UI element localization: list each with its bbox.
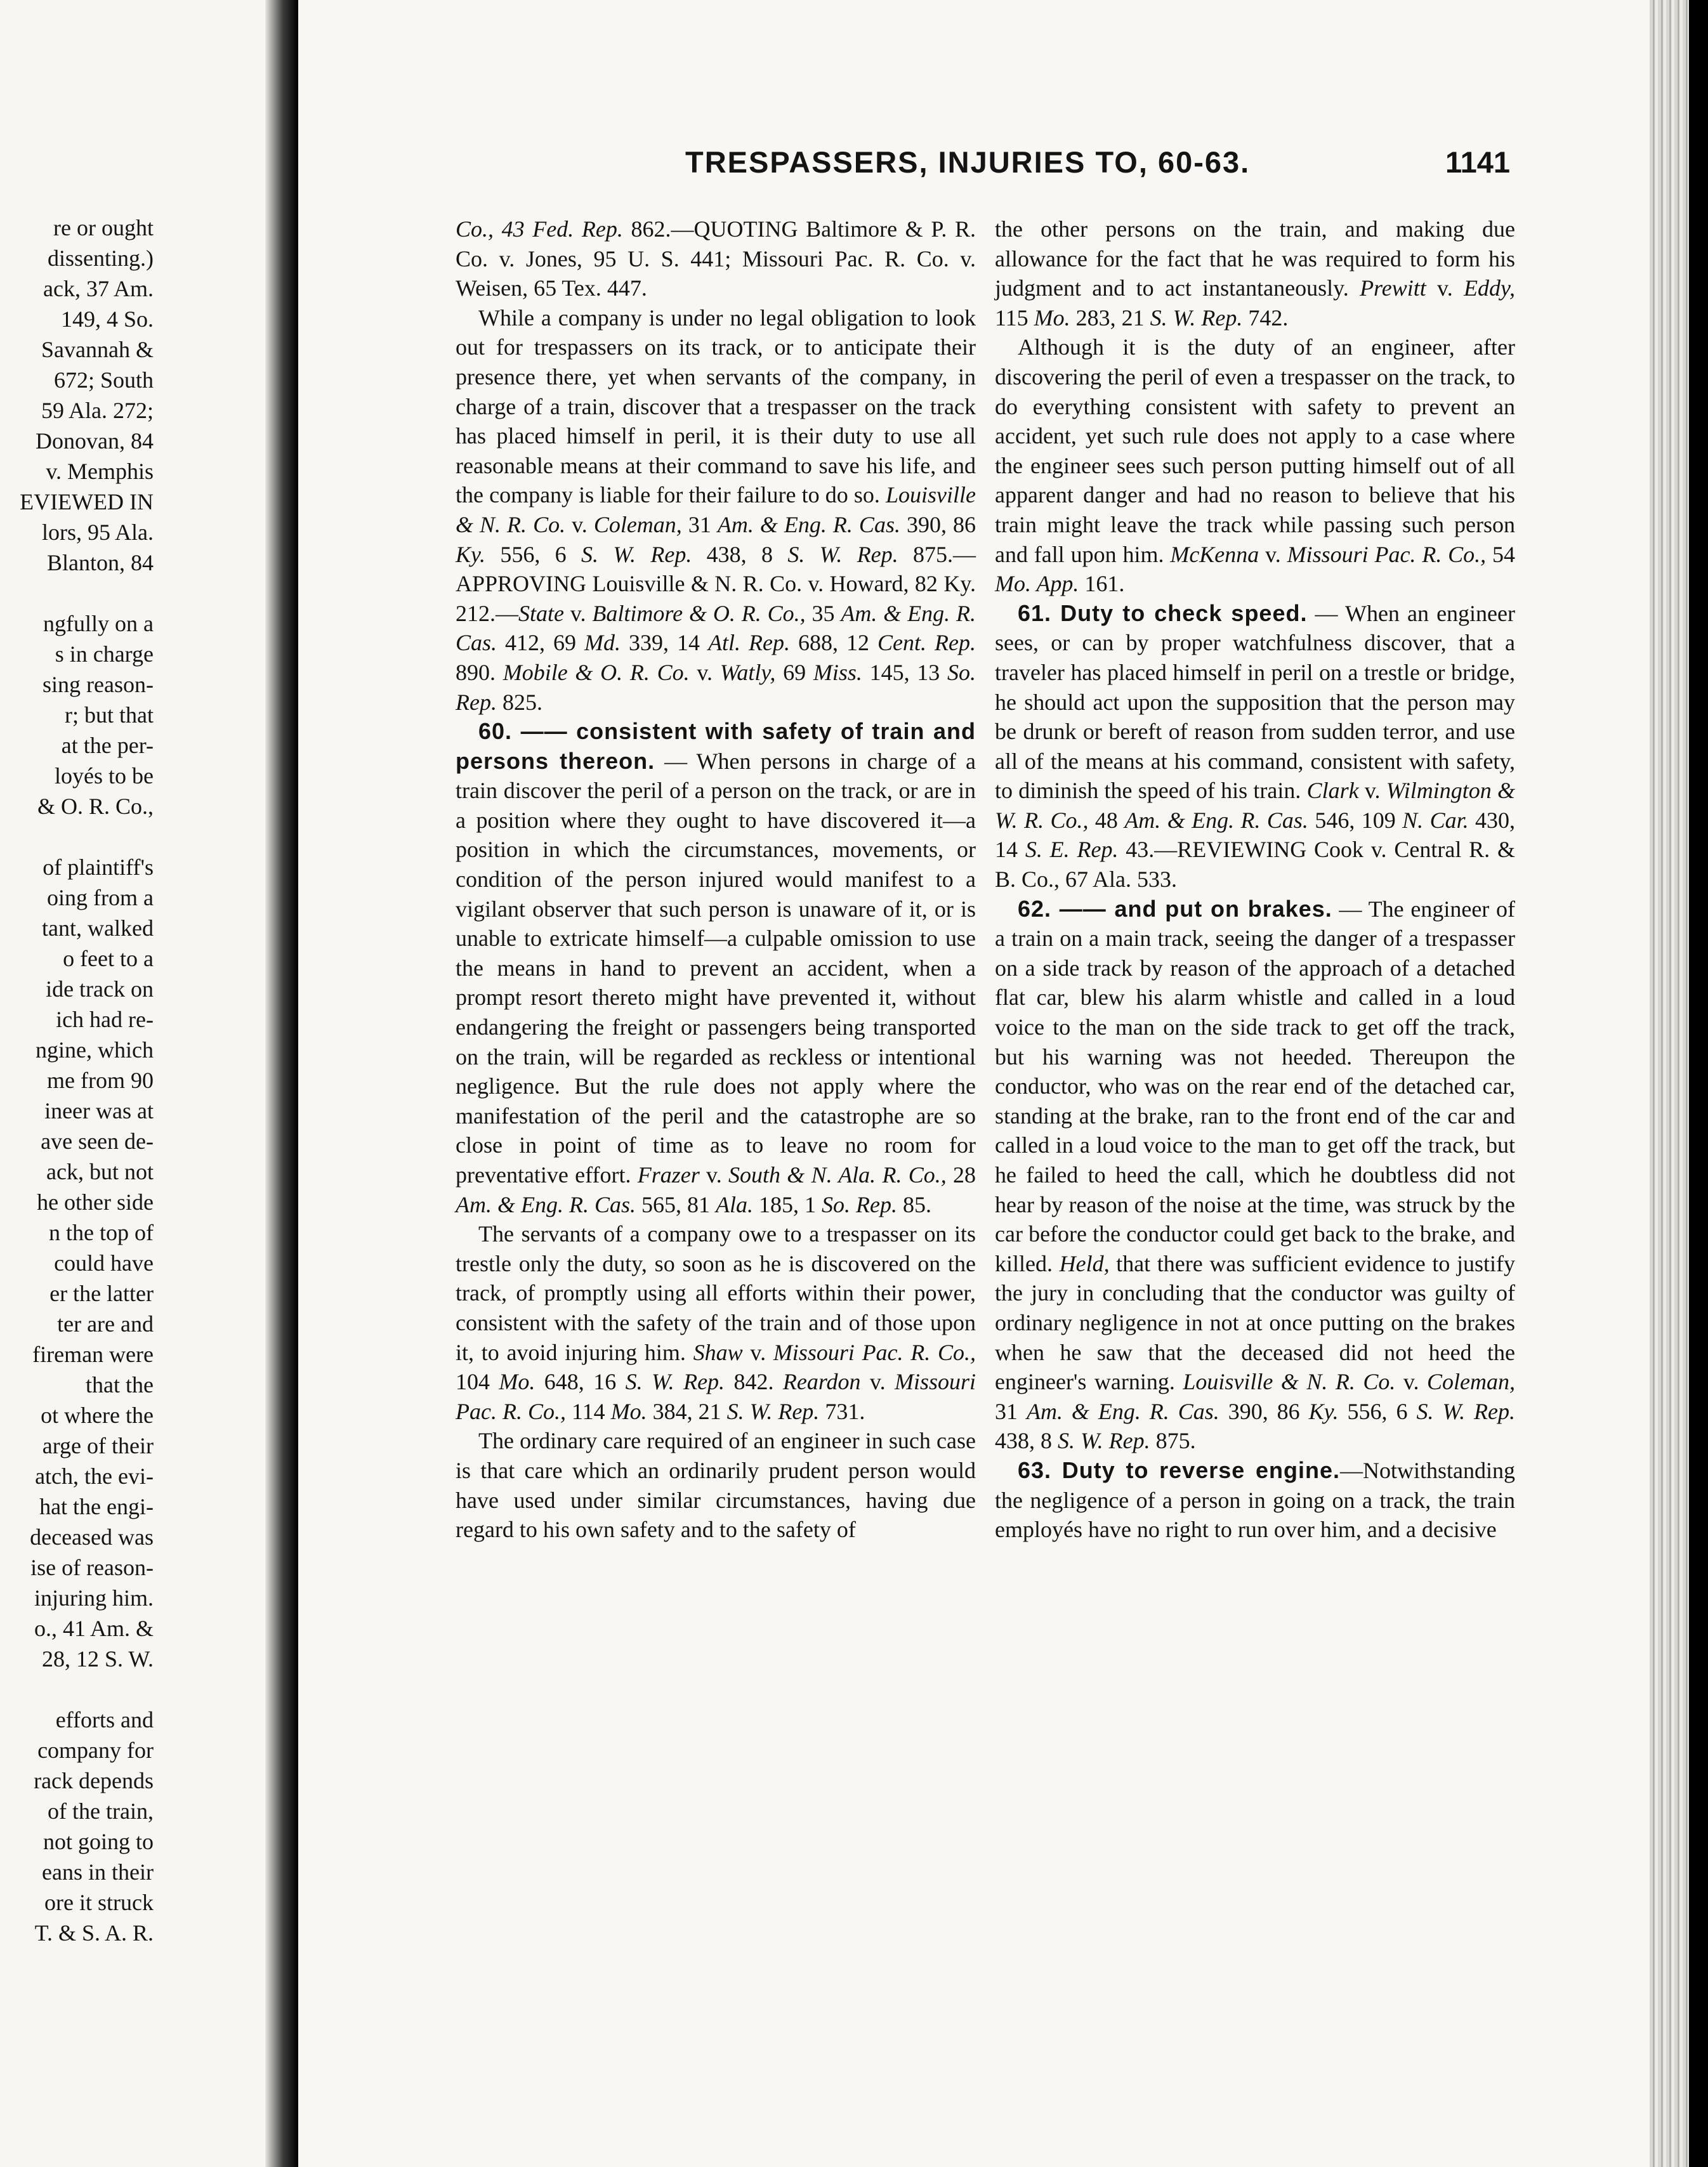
paragraph xyxy=(456,303,976,717)
scan-border xyxy=(1689,0,1708,2167)
text-run: 648, 16 xyxy=(544,1369,626,1395)
case-citation: S. E. Rep. xyxy=(1025,837,1126,863)
case-citation: Mo. App. xyxy=(995,571,1085,597)
facing-page-text-fragment xyxy=(0,213,159,1948)
fragment-line: dissenting.) xyxy=(48,246,154,271)
fragment-line: ngfully on a xyxy=(43,611,154,636)
case-citation: Coleman, xyxy=(1427,1369,1515,1395)
text-run: 546, 109 xyxy=(1315,807,1403,833)
text-run: v. xyxy=(570,600,593,626)
section-63 xyxy=(995,1456,1515,1545)
fragment-line: me from 90 xyxy=(47,1068,154,1093)
text-run: the other persons on the train, and making due allowance for the fact that he was required to form his judgment and to act instantaneously. xyxy=(995,216,1515,301)
text-run: 412, 69 xyxy=(505,630,585,656)
case-citation: Coleman, xyxy=(593,511,688,537)
text-run: v. xyxy=(1403,1369,1427,1395)
text-run: 390, 86 xyxy=(1228,1398,1309,1424)
text-run: 556, 6 xyxy=(1347,1398,1417,1424)
paragraph-continuation xyxy=(995,214,1515,332)
case-citation: Missouri Pac. R. Co., xyxy=(456,1369,976,1424)
fragment-line: o feet to a xyxy=(63,946,154,971)
case-citation: Am. & Eng. R. Cas. xyxy=(717,511,907,537)
case-citation: Am. & Eng. R. Cas. xyxy=(456,600,976,656)
text-run: 438, 8 xyxy=(995,1428,1058,1454)
text-run: The servants of a company owe to a trespasser on its trestle only the duty, so soon as he is discovered on the track, of promptly using all efforts within their power, consistent with the safety of the train and of those upon it, to avoid injuring him. xyxy=(456,1221,976,1365)
fragment-line: arge of their xyxy=(42,1433,154,1458)
case-citation: Ala. xyxy=(716,1191,759,1217)
fragment-line: ngine, which xyxy=(36,1037,154,1063)
case-citation: N. Car. xyxy=(1402,807,1476,833)
fragment-line: of plaintiff's xyxy=(43,854,154,880)
fragment-line: Savannah & xyxy=(41,337,154,362)
section-body xyxy=(995,601,1515,892)
case-citation: Atl. Rep. xyxy=(708,630,799,656)
text-run: Although it is the duty of an engineer, after discovering the peril of even a trespasser on the track, to do everything consistent with safety to prevent an accident, yet such rule does not apply to a case where the engineer sees such person putting himself out of all apparent danger and had no reason to believe that his train might leave the track while passing such person and fall upon him. xyxy=(995,334,1515,567)
section-body xyxy=(995,896,1515,1454)
fragment-line: 59 Ala. 272; xyxy=(41,398,154,423)
case-citation: Miss. xyxy=(813,659,870,685)
fragment-line: of the train, xyxy=(48,1798,154,1824)
text-run: 283, 21 xyxy=(1075,304,1150,331)
section-heading: 62. —— and put on brakes. xyxy=(1018,895,1332,922)
section-62 xyxy=(995,894,1515,1456)
fragment-line: atch, the evi- xyxy=(35,1463,154,1489)
text-run: 384, 21 xyxy=(652,1398,727,1424)
text-run: 115 xyxy=(995,304,1034,331)
fragment-line xyxy=(0,822,159,852)
case-citation: S. W. Rep. xyxy=(1150,304,1249,331)
case-citation: S. W. Rep. xyxy=(625,1369,734,1395)
case-citation: Co., 43 Fed. Rep. xyxy=(456,216,631,242)
text-run: The ordinary care required of an engineer in such case is that care which an ordinarily prudent person would have used under similar circumstances, having due regard to his own safety and to the safety of xyxy=(456,1428,976,1543)
section-body xyxy=(456,749,976,1217)
fragment-line: o., 41 Am. & xyxy=(34,1616,154,1641)
text-run: 114 xyxy=(571,1398,611,1424)
fragment-line: fireman were xyxy=(32,1342,154,1367)
text-run: v. xyxy=(706,1162,728,1188)
case-citation: Wilmington & W. R. Co., xyxy=(995,778,1515,833)
case-citation: State xyxy=(518,600,570,626)
case-citation: So. Rep. xyxy=(822,1191,903,1217)
section-60 xyxy=(456,717,976,1219)
case-citation: S. W. Rep. xyxy=(581,541,707,567)
text-run: v. xyxy=(1437,275,1464,301)
text-run: 31 xyxy=(995,1398,1027,1424)
fragment-line: EVIEWED IN xyxy=(20,489,154,514)
fragment-line: r; but that xyxy=(65,702,154,728)
case-citation: Am. & Eng. R. Cas. xyxy=(1026,1398,1228,1424)
case-citation: Baltimore & O. R. Co., xyxy=(592,600,812,626)
case-citation: Reardon xyxy=(782,1369,870,1395)
text-run: — When an engineer sees, or can by proper watchfulness discover, that a traveler has placed himself in peril on a trestle or bridge, he should act upon the supposition that the person may be drunk or bereft of reason from sudden terror, and use all of the means at his command, consistent with safety, to diminish the speed of his train. xyxy=(995,600,1515,804)
case-citation: Watly, xyxy=(719,659,784,685)
fragment-line xyxy=(0,578,159,608)
case-citation: S. W. Rep. xyxy=(787,541,913,567)
case-citation: S. W. Rep. xyxy=(1058,1428,1156,1454)
paragraph xyxy=(456,1426,976,1544)
fragment-line: ave seen de- xyxy=(41,1129,154,1154)
case-citation: Mo. xyxy=(610,1398,653,1424)
text-run: v. xyxy=(750,1339,773,1365)
text-column-1 xyxy=(456,214,976,1545)
text-run: 742. xyxy=(1248,304,1289,331)
fragment-line: loyés to be xyxy=(55,763,154,789)
book-gutter xyxy=(265,0,298,2167)
text-run: v. xyxy=(869,1369,895,1395)
fragment-line: s in charge xyxy=(55,641,154,667)
section-heading: 60. —— consistent with safety of train and persons thereon. xyxy=(456,718,976,774)
case-citation: McKenna xyxy=(1170,541,1266,567)
case-citation: So. Rep. xyxy=(456,659,976,715)
fragment-line: ineer was at xyxy=(44,1098,154,1123)
case-citation: Louisville & N. R. Co. xyxy=(1183,1369,1403,1395)
case-citation: Ky. xyxy=(456,541,501,567)
text-run: 825. xyxy=(502,689,542,715)
section-heading: 61. Duty to check speed. xyxy=(1018,599,1308,626)
case-citation: Mo. xyxy=(1034,304,1076,331)
text-run: 85. xyxy=(902,1191,931,1217)
case-citation: S. W. Rep. xyxy=(726,1398,825,1424)
text-run: 688, 12 xyxy=(798,630,878,656)
fragment-line: ide track on xyxy=(46,976,154,1002)
text-run: that there was sufficient evidence to justify the jury in concluding that the conductor was guilty of ordinary negligence in not at once putting on the brakes when he saw that the deceased did not heed the engineer's warning. xyxy=(995,1250,1516,1395)
text-run: 161. xyxy=(1084,571,1125,597)
text-run: 862.—QUOTING Baltimore & P. R. Co. v. Jones, 95 U. S. 441; Missouri Pac. R. Co. v. Weisen, 65 Tex. 447. xyxy=(456,216,976,301)
fragment-line: ore it struck xyxy=(44,1890,154,1915)
page-header xyxy=(685,145,1510,189)
case-citation: Md. xyxy=(584,630,629,656)
text-run: While a company is under no legal obligation to look out for trespassers on its track, or to anticipate their presence there, yet when servants of the company, in charge of a train, discover that a trespasser on the track has placed himself in peril, it is their duty to use all reasonable means at their command to save his life, and the company is liable for their failure to do so. xyxy=(456,304,976,508)
text-run: 48 xyxy=(1094,807,1125,833)
fragment-line: ot where the xyxy=(41,1403,154,1428)
text-run: 69 xyxy=(783,659,813,685)
fragment-line: oing from a xyxy=(47,885,154,910)
fragment-line: ter are and xyxy=(57,1311,154,1337)
fragment-line: he other side xyxy=(37,1189,154,1215)
fragment-line: could have xyxy=(54,1250,154,1276)
text-run: 145, 13 xyxy=(869,659,948,685)
text-run: 875. xyxy=(1155,1428,1196,1454)
text-run: v. xyxy=(1364,778,1386,804)
citation-continuation xyxy=(456,214,976,303)
case-citation: Clark xyxy=(1306,778,1365,804)
text-run: v. xyxy=(1265,541,1287,567)
text-column-2 xyxy=(995,214,1515,1545)
section-heading: 63. Duty to reverse engine. xyxy=(1018,1457,1340,1483)
fragment-line: 672; South xyxy=(53,367,154,393)
case-citation: Mo. xyxy=(499,1369,544,1395)
text-run: 890. xyxy=(456,659,503,685)
fragment-line: hat the engi- xyxy=(39,1494,154,1519)
running-title: TRESPASSERS, INJURIES TO, 60-63. xyxy=(685,145,1251,179)
text-run: 390, 86 xyxy=(906,511,976,537)
text-run: — When persons in charge of a train discover the peril of a person on the track, or are in a position where they ought to have discovered it—a position in which the circumstances, movements, or condition of the person injured would manifest to a vigilant observer that such person is unaware of it, or is unable to extricate himself—a culpable omission to use the means in hand to prevent an accident, when a prompt resort thereto might have prevented it, without endangering the freight or passengers being transported on the train, will be regarded as reckless or intentional negligence. But the rule does not apply where the manifestation of the peril and the catastrophe are so close in point of time as to leave no room for preventative effort. xyxy=(456,748,976,1188)
text-run: 339, 14 xyxy=(629,630,709,656)
fragment-line: n the top of xyxy=(49,1220,154,1245)
fragment-line: 28, 12 S. W. xyxy=(41,1646,154,1672)
text-run: 565, 81 xyxy=(641,1191,716,1217)
text-run: v. xyxy=(697,659,720,685)
fragment-line: lors, 95 Ala. xyxy=(42,520,154,545)
text-run: — The engineer of a train on a main track, seeing the danger of a trespasser on a side track by reason of the approach of a detached flat car, blew his alarm whistle and called in a loud voice to the man on the side track to get off the track, but his warning was not heeded. Thereupon the conductor, who was on the rear end of the detached car, standing at the brake, ran to the front end of the car and called in a loud voice to the man to get off the track, but he failed to heed the call, which he doubtless did not hear by reason of the noise at the time, was struck by the car before the conductor could get back to the brake, and killed. xyxy=(995,896,1516,1276)
case-citation: Eddy, xyxy=(1464,275,1515,301)
fragment-line: v. Memphis xyxy=(46,459,154,484)
text-run: 875.—APPROVING Louisville & N. R. Co. v. Howard, 82 Ky. 212.— xyxy=(456,541,976,626)
fragment-line: ack, 37 Am. xyxy=(43,276,154,301)
fragment-line: that the xyxy=(86,1372,154,1398)
case-citation: Am. & Eng. R. Cas. xyxy=(1124,807,1315,833)
fragment-line: tant, walked xyxy=(42,915,154,941)
fragment-line: sing reason- xyxy=(43,672,154,697)
case-citation: Held, xyxy=(1059,1250,1117,1276)
fragment-line xyxy=(0,1674,159,1705)
text-run: 54 xyxy=(1492,541,1516,567)
fragment-line: ise of reason- xyxy=(30,1555,154,1580)
text-run: 28 xyxy=(953,1162,976,1188)
case-citation: Missouri Pac. R. Co., xyxy=(1287,541,1493,567)
case-citation: South & N. Ala. R. Co., xyxy=(728,1162,954,1188)
fragment-line: company for xyxy=(37,1738,154,1763)
case-citation: Frazer xyxy=(637,1162,707,1188)
text-run: —Notwithstanding the negligence of a person in going on a track, the train employés have no right to run over him, and a decisive xyxy=(995,1457,1515,1543)
case-citation: Cent. Rep. xyxy=(877,630,976,656)
case-citation: Am. & Eng. R. Cas. xyxy=(456,1191,641,1217)
text-run: 35 xyxy=(811,600,841,626)
fragment-line: ack, but not xyxy=(46,1159,154,1184)
text-run: 438, 8 xyxy=(706,541,788,567)
case-citation: Ky. xyxy=(1308,1398,1348,1424)
text-run: 185, 1 xyxy=(759,1191,822,1217)
case-citation: Shaw xyxy=(693,1339,751,1365)
fragment-line: & O. R. Co., xyxy=(37,794,154,819)
fragment-line: 149, 4 So. xyxy=(60,306,154,332)
text-run: 31 xyxy=(688,511,718,537)
paragraph xyxy=(995,332,1515,598)
fragment-line: efforts and xyxy=(55,1707,154,1732)
fragment-line: injuring him. xyxy=(34,1585,154,1611)
fragment-line: not going to xyxy=(43,1829,154,1854)
text-run: 842. xyxy=(733,1369,783,1395)
fragment-line: eans in their xyxy=(42,1859,154,1885)
page-number: 1141 xyxy=(1445,145,1510,179)
fragment-line: at the per- xyxy=(61,733,154,758)
text-run: 43.—REVIEWING Cook v. Central R. & B. Co., 67 Ala. 533. xyxy=(995,837,1516,893)
text-run: 556, 6 xyxy=(500,541,582,567)
text-run: v. xyxy=(572,511,594,537)
case-citation: Louisville & N. R. Co. xyxy=(456,482,976,537)
fragment-line: rack depends xyxy=(34,1768,154,1793)
section-61 xyxy=(995,599,1515,894)
case-citation: Missouri Pac. R. Co., xyxy=(773,1339,976,1365)
case-citation: S. W. Rep. xyxy=(1416,1398,1516,1424)
text-run: 104 xyxy=(456,1369,499,1395)
fragment-line: Blanton, 84 xyxy=(47,550,154,575)
text-run: 430, 14 xyxy=(995,807,1516,863)
fragment-line: re or ought xyxy=(53,215,154,240)
case-citation: Prewitt xyxy=(1360,275,1438,301)
text-run: 731. xyxy=(825,1398,865,1424)
paragraph xyxy=(456,1219,976,1426)
fragment-line: Donovan, 84 xyxy=(36,428,154,454)
fragment-line: T. & S. A. R. xyxy=(34,1920,154,1946)
fragment-line: ich had re- xyxy=(56,1007,154,1032)
fragment-line: deceased was xyxy=(30,1524,154,1550)
fragment-line: er the latter xyxy=(49,1281,154,1306)
case-citation: Mobile & O. R. Co. xyxy=(503,659,697,685)
facing-page xyxy=(0,0,274,2167)
